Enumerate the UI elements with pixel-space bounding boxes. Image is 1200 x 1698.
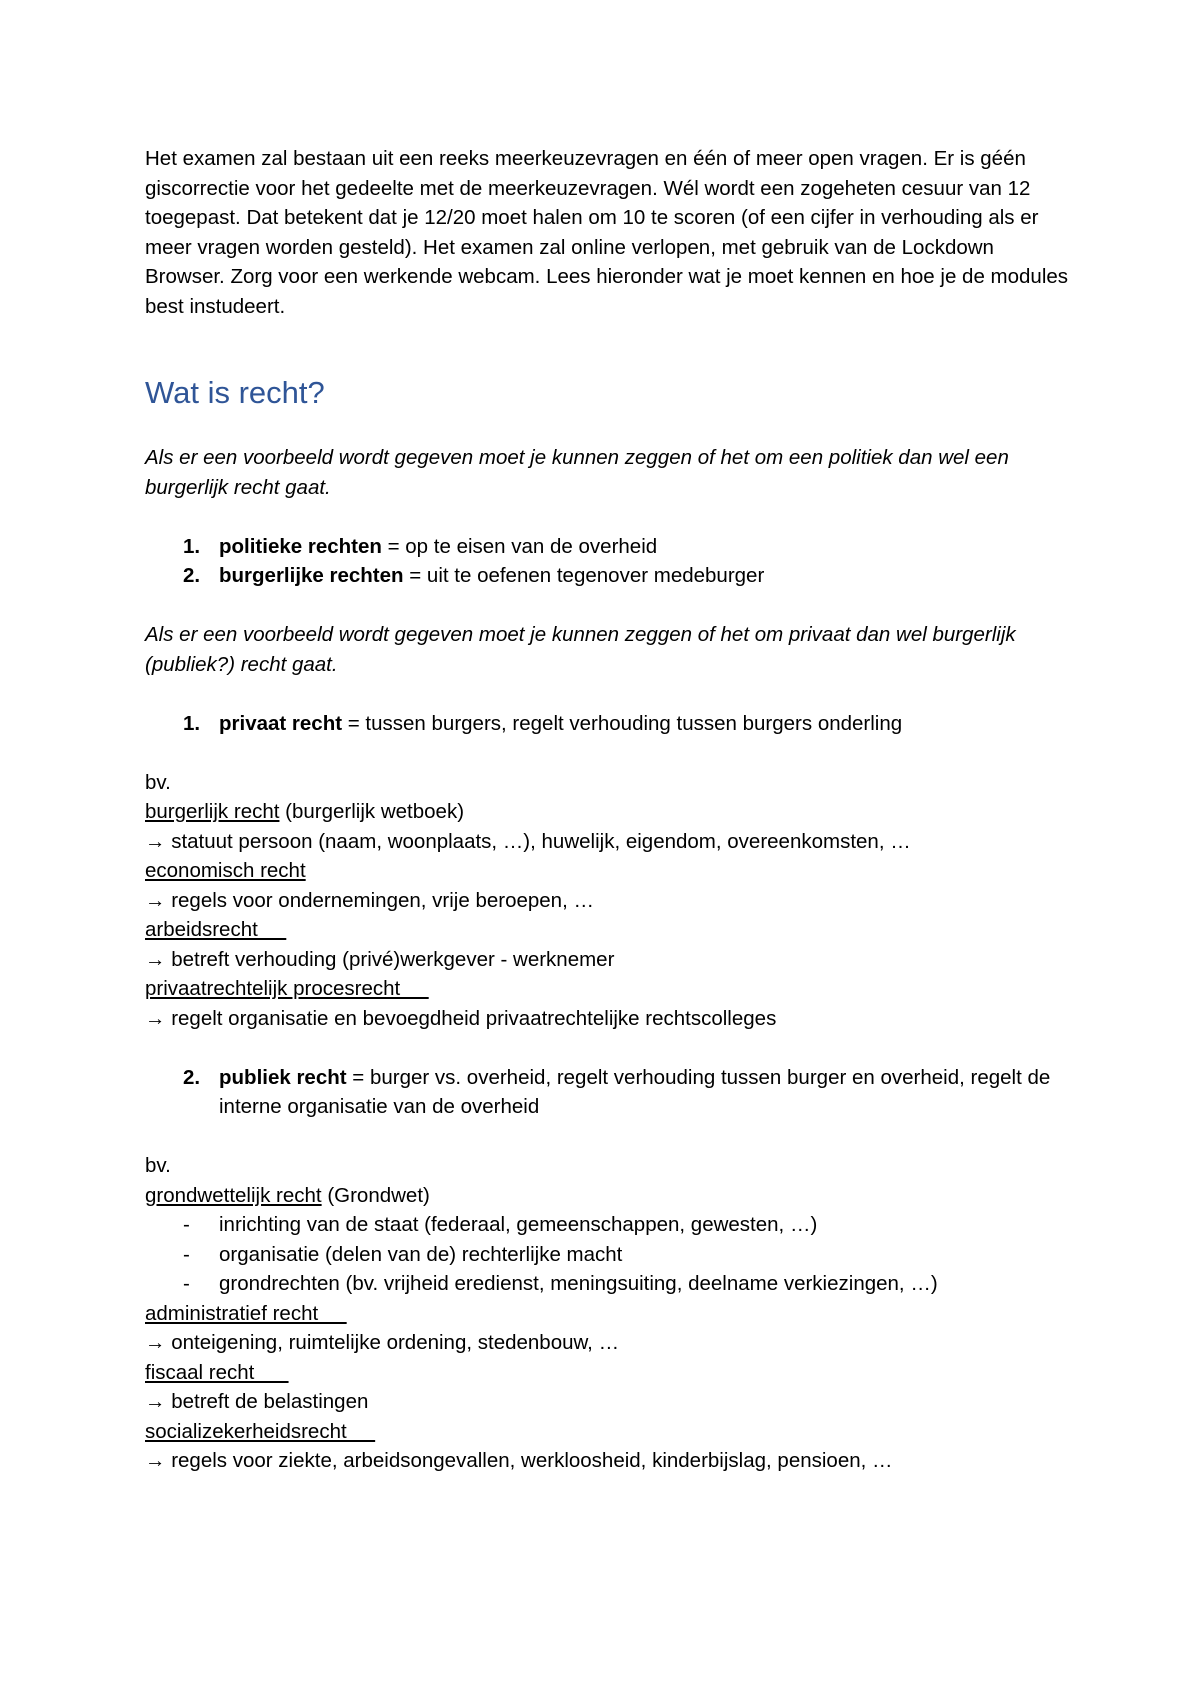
instruction-politiek: Als er een voorbeeld wordt gegeven moet je kunnen zeggen of het om een politiek dan wel een burgerlijk recht gaat. bbox=[145, 446, 1009, 499]
privaat-list bbox=[145, 709, 1075, 739]
example-detail: → regels voor ziekte, arbeidsongevallen, werkloosheid, kinderbijslag, pensioen, … bbox=[145, 1449, 893, 1472]
list-item: - organisatie (delen van de) rechterlijke macht bbox=[183, 1242, 623, 1266]
list-text: = tussen burgers, regelt verhouding tussen burgers onderling bbox=[342, 711, 903, 735]
example-term: privaatrechtelijk procesrecht bbox=[145, 977, 429, 1000]
example-term: arbeidsrecht bbox=[145, 918, 287, 941]
list-item: - inrichting van de staat (federaal, gemeenschappen, gewesten, …) bbox=[183, 1213, 818, 1236]
example-term: burgerlijk recht bbox=[145, 800, 280, 823]
list-number: 2. bbox=[183, 1065, 201, 1089]
list-text: = op te eisen van de overheid bbox=[381, 534, 658, 558]
list-item bbox=[145, 709, 1075, 739]
document-page bbox=[145, 144, 1075, 1476]
example-term: fiscaal recht bbox=[145, 1360, 289, 1384]
publiek-list bbox=[145, 1063, 1075, 1122]
list-item bbox=[145, 1063, 1075, 1122]
example-term: socializekerheidsrecht bbox=[145, 1419, 376, 1443]
list-text: = burger vs. overheid, regelt verhouding tussen burger en overheid, regelt de interne organisatie van de overheid bbox=[219, 1065, 1051, 1118]
list-text: inrichting van de staat (federaal, gemeenschappen, gewesten, …) bbox=[219, 1213, 818, 1236]
example-title bbox=[145, 1358, 1075, 1388]
list-number: 1. bbox=[183, 711, 201, 735]
example-suffix: (burgerlijk wetboek) bbox=[279, 800, 465, 823]
list-number: 1. bbox=[183, 534, 201, 558]
example-title bbox=[145, 1417, 1075, 1447]
list-item: - grondrechten (bv. vrijheid eredienst, meningsuiting, deelname verkiezingen, …) bbox=[183, 1272, 938, 1295]
example-term: economisch recht bbox=[145, 859, 306, 882]
example-detail: → statuut persoon (naam, woonplaats, …), huwelijk, eigendom, overeenkomsten, … bbox=[145, 829, 911, 853]
list-text: = uit te oefenen tegenover medeburger bbox=[403, 564, 765, 587]
section-heading: Wat is recht? bbox=[145, 375, 325, 410]
example-detail: → onteigening, ruimtelijke ordening, stedenbouw, … bbox=[145, 1331, 620, 1354]
grondwet-list bbox=[145, 1210, 1075, 1299]
list-text: grondrechten (bv. vrijheid eredienst, meningsuiting, deelname verkiezingen, …) bbox=[219, 1272, 938, 1295]
list-term: privaat recht bbox=[219, 711, 343, 735]
instruction-privaat: Als er een voorbeeld wordt gegeven moet je kunnen zeggen of het om privaat dan wel burgerlijk (publiek?) recht gaat. bbox=[145, 623, 1016, 676]
list-term: burgerlijke rechten bbox=[219, 564, 404, 587]
example-term: grondwettelijk recht bbox=[145, 1183, 322, 1207]
example-detail: → regels voor ondernemingen, vrije beroepen, … bbox=[145, 888, 594, 912]
list-text: organisatie (delen van de) rechterlijke macht bbox=[219, 1242, 623, 1266]
list-item bbox=[145, 532, 1075, 562]
example-title bbox=[145, 915, 1075, 945]
bv-label: bv. bbox=[145, 770, 171, 794]
example-term: administratief recht bbox=[145, 1301, 347, 1325]
example-detail: → betreft de belastingen bbox=[145, 1390, 369, 1413]
example-title bbox=[145, 797, 1075, 827]
example-title bbox=[145, 856, 1075, 886]
list-item bbox=[145, 561, 1075, 591]
list-term: politieke rechten bbox=[219, 534, 382, 558]
list-number: 2. bbox=[183, 564, 201, 587]
rights-list bbox=[145, 532, 1075, 591]
example-title bbox=[145, 974, 1075, 1004]
list-term: publiek recht bbox=[219, 1065, 347, 1089]
example-detail: → regelt organisatie en bevoegdheid privaatrechtelijke rechtscolleges bbox=[145, 1006, 777, 1030]
example-title bbox=[145, 1181, 1075, 1211]
example-suffix: (Grondwet) bbox=[321, 1183, 430, 1207]
intro-paragraph: Het examen zal bestaan uit een reeks meerkeuzevragen en één of meer open vragen. Er is géén giscorrectie voor het gedeelte met de meerkeuzevragen. Wél wordt een zogeheten cesuur van 12 toegepast. Dat betekent dat je 12/20 moet halen om 10 te scoren (of een cijfer in verhouding als er meer vragen worden gesteld). Het examen zal online verlopen, met gebruik van de Lockdown Browser. Zorg voor een werkende webcam. Lees hieronder wat je moet kennen en hoe je de modules best instudeert. bbox=[145, 147, 1069, 318]
bv-label: bv. bbox=[145, 1154, 171, 1177]
example-title bbox=[145, 1299, 1075, 1329]
example-detail: → betreft verhouding (privé)werkgever - werknemer bbox=[145, 947, 615, 971]
